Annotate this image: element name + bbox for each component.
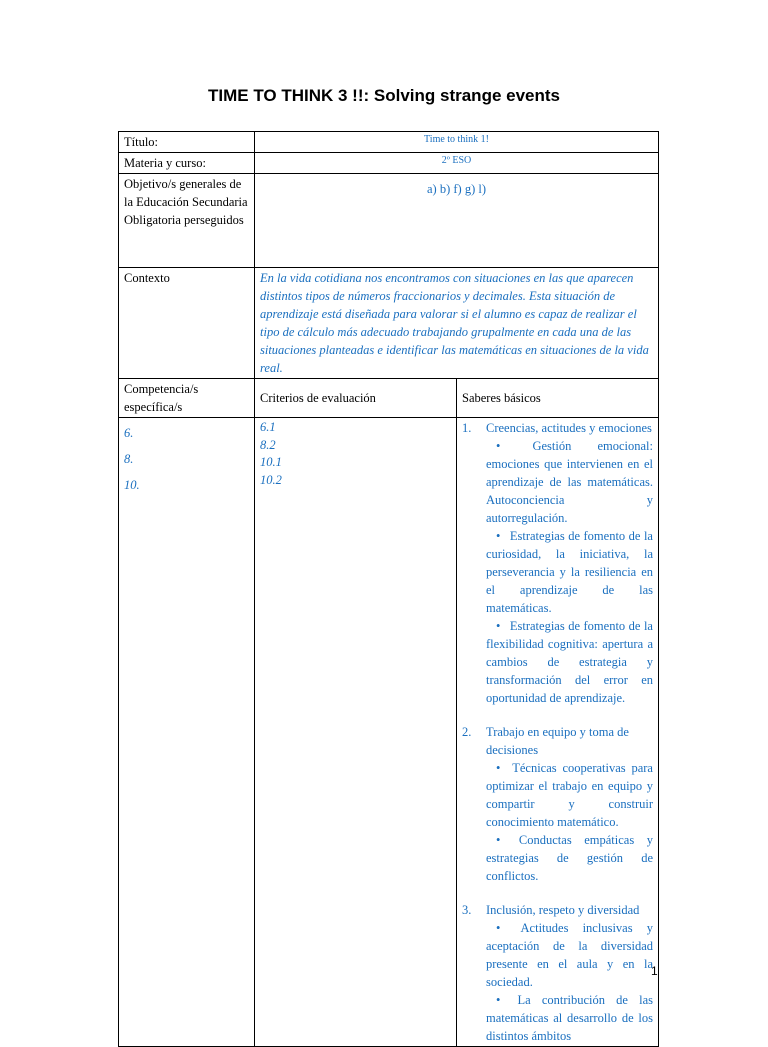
competencias-list (124, 419, 249, 498)
header-criterios: Criterios de evaluación (255, 379, 457, 418)
document-title: TIME TO THINK 3 !!: Solving strange events (207, 86, 560, 105)
criterios-cell (255, 418, 457, 1047)
section-number: 1. (462, 421, 472, 435)
row-objetivos (119, 174, 659, 268)
saber-bullet (486, 617, 653, 707)
bullet-text: Estrategias de fomento de la curiosidad, la iniciativa, la perseverancia y la resiliencia en el aprendizaje de las matemáticas. (486, 529, 653, 615)
saber-bullet (486, 831, 653, 885)
saber-bullet (486, 759, 653, 831)
header-saberes: Saberes básicos (457, 379, 659, 418)
competencia-item: 8. (124, 452, 134, 466)
section-number: 3. (462, 903, 472, 917)
bullet-text: Conductas empáticas y estrategias de gestión de conflictos. (486, 833, 653, 883)
section-title: Inclusión, respeto y diversidad (486, 903, 640, 917)
row-titulo (119, 132, 659, 153)
saberes-section (462, 723, 653, 885)
saberes-list (462, 419, 653, 1045)
saber-bullet (486, 919, 653, 991)
section-title: Trabajo en equipo y toma de decisiones (486, 725, 629, 757)
saber-bullet (486, 437, 653, 527)
criterio-item: 8.2 (260, 437, 276, 452)
section-gap (462, 885, 653, 901)
row-headers (119, 379, 659, 418)
criterio-item: 10.1 (260, 455, 282, 469)
label-contexto: Contexto (119, 268, 255, 379)
section-number: 2. (462, 725, 472, 739)
value-contexto: En la vida cotidiana nos encontramos con situaciones en las que aparecen distintos tipos de números fraccionarios y decimales. Esta situación de aprendizaje está diseñada para valorar si el alumno es capaz de realizar el tipo de cálculo más adecuado trabajando grupalmente en cada una de las situaciones planteadas e identificar las matemáticas en situaciones de la vida real. (255, 268, 659, 379)
row-materia (119, 153, 659, 174)
value-titulo: Time to think 1! (255, 132, 659, 153)
criterio-item: 6.1 (260, 420, 276, 434)
saberes-cell (457, 418, 659, 1047)
competencia-item: 6. (124, 426, 134, 440)
label-materia: Materia y curso: (119, 153, 255, 174)
label-objetivos: Objetivo/s generales de la Educación Secundaria Obligatoria perseguidos (119, 174, 255, 268)
row-content (119, 418, 659, 1047)
criterio-item: 10.2 (260, 472, 282, 487)
learning-situation-table (118, 131, 659, 1047)
bullet-text: Técnicas cooperativas para optimizar el trabajo en equipo y compartir y construir conocimiento matemático. (486, 761, 653, 829)
bullet-icon: • (496, 761, 507, 775)
bullet-icon: • (496, 993, 512, 1007)
criterios-list (260, 419, 451, 489)
bullet-icon: • (496, 439, 527, 453)
saber-bullet (486, 991, 653, 1045)
section-title: Creencias, actitudes y emociones (486, 421, 652, 435)
page-number: 1 (651, 964, 658, 978)
competencias-cell (119, 418, 255, 1047)
value-materia: 2º ESO (255, 153, 659, 174)
bullet-text: Gestión emocional: emociones que intervienen en el aprendizaje de las matemáticas. Autoconciencia y autorregulación. (486, 439, 653, 525)
label-titulo: Título: (119, 132, 255, 153)
row-contexto (119, 268, 659, 379)
header-competencias: Competencia/s específica/s (119, 379, 255, 418)
saberes-section (462, 901, 653, 1045)
section-gap (462, 707, 653, 723)
bullet-icon: • (496, 619, 504, 633)
bullet-text: La contribución de las matemáticas al desarrollo de los distintos ámbitos (486, 993, 653, 1043)
competencia-item: 10. (124, 478, 140, 492)
bullet-icon: • (496, 833, 513, 847)
bullet-icon: • (496, 529, 504, 543)
saberes-section (462, 419, 653, 707)
bullet-icon: • (496, 921, 515, 935)
bullet-text: Estrategias de fomento de la flexibilidad cognitiva: apertura a cambios de estrategia y transformación del error en oportunidad de aprendizaje. (486, 619, 653, 705)
value-objetivos: a) b) f) g) l) (255, 174, 659, 268)
saber-bullet (486, 527, 653, 617)
bullet-text: Actitudes inclusivas y aceptación de la diversidad presente en el aula y en la sociedad. (486, 921, 653, 989)
